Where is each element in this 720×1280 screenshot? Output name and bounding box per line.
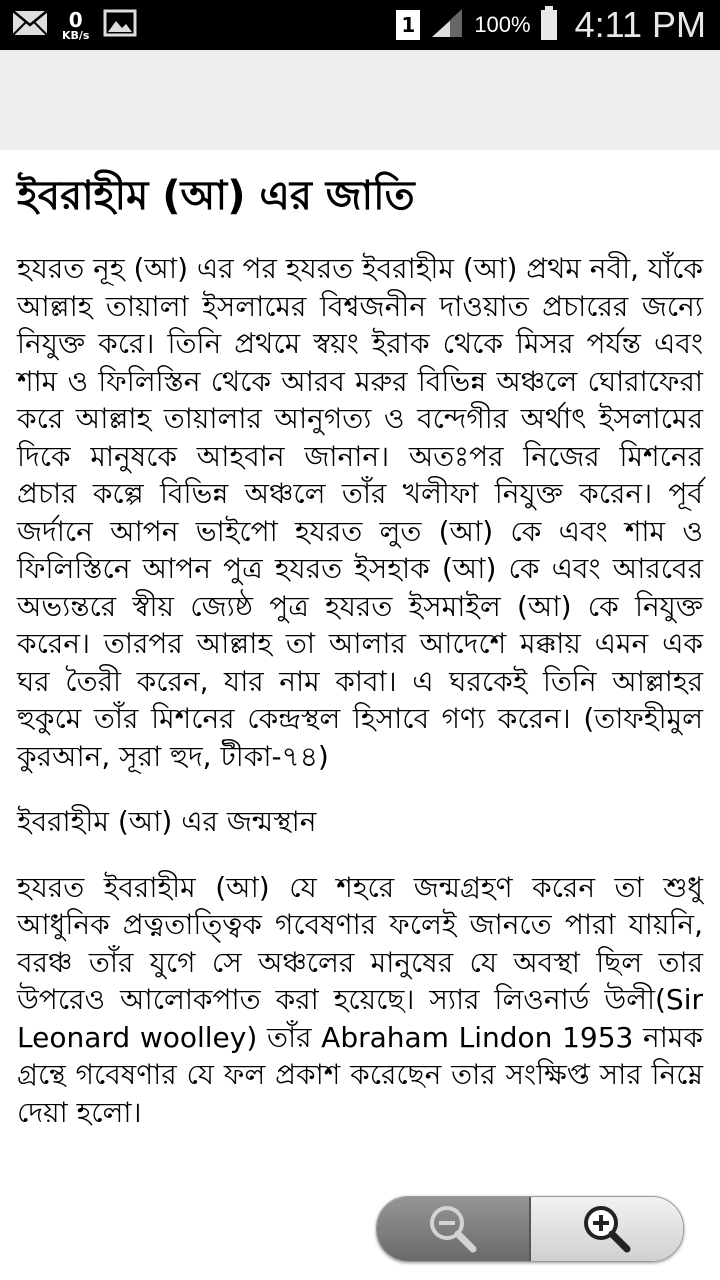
zoom-in-icon xyxy=(577,1201,637,1257)
article-content[interactable] xyxy=(0,150,720,1280)
sim-slot-indicator: 1 xyxy=(396,10,420,40)
article-paragraph: হযরত নূহ (আ) এর পর হযরত ইবরাহীম (আ) প্রথম নবী, যাঁকে আল্লাহ তায়ালা ইসলামের বিশ্বজনীন দাওয়াত প্রচারের জন্যে নিযুক্ত করে। তিনি প্রথমে স্বয়ং ইরাক থেকে মিসর পর্যন্ত এবং শাম ও ফিলিস্তিন থেকে আরব মরুর বিভিন্ন অঞ্চলে ঘোরাফেরা করে আল্লাহ তায়ালার আনুগত্য ও বন্দেগীর অর্থাৎ ইসলামের দিকে মানুষকে আহবান জানান। অতঃপর নিজের মিশনের প্রচার কল্পে বিভিন্ন অঞ্চলে তাঁর খলীফা নিযুক্ত করেন। পূর্ব জর্দানে আপন ভাইপো হযরত লুত (আ) কে এবং শাম ও ফিলিস্তিনে আপন পুত্র হযরত ইসহাক (আ) কে এবং আরবের অভ্যন্তরে স্বীয় জ্যেষ্ঠ পুত্র হযরত ইসমাইল (আ) কে নিযুক্ত করেন। তারপর আল্লাহ তা আলার আদেশে মক্কায় এমন এক ঘর তৈরী করেন, যার নাম কাবা। এ ঘরকেই তিনি আল্লাহর হুকুমে তাঁর মিশনের কেন্দ্রস্থল হিসাবে গণ্য করেন। (তাফহীমুল কুরআন, সূরা হুদ, টীকা-৭৪) xyxy=(17,252,703,773)
article-paragraph: হযরত ইবরাহীম (আ) যে শহরে জন্মগ্রহণ করেন তা শুধু আধুনিক প্রত্নতাত্ত্বিক গবেষণার ফলেই জানতে পারা যায়নি, বরঞ্চ তাঁর যুগে সে অঞ্চলের মানুষের যে অবস্থা ছিল তার উপরেও আলোকপাত করা হয়েছে। স্যার লিওনার্ড উলী(Sir Leonard woolley) তাঁর Abraham Lindon 1953 নামক গ্রন্থে গবেষণার যে ফল প্রকাশ করেছেন তার সংক্ষিপ্ত সার নিম্নে দেয়া হলো। xyxy=(17,870,703,1129)
image-icon xyxy=(103,9,137,41)
action-bar xyxy=(0,50,720,150)
battery-icon xyxy=(541,10,557,40)
mail-icon xyxy=(12,10,48,40)
article-title: ইবরাহীম (আ) এর জাতি xyxy=(17,173,415,219)
zoom-controls xyxy=(376,1196,684,1262)
network-speed-value: 0 xyxy=(68,7,83,32)
status-bar xyxy=(0,0,720,50)
zoom-out-button[interactable] xyxy=(377,1197,531,1261)
clock: 4:11 PM xyxy=(574,4,706,45)
battery-percent: 100% xyxy=(474,12,531,37)
zoom-out-icon xyxy=(423,1201,483,1257)
section-subheading: ইবরাহীম (আ) এর জন্মস্থান xyxy=(17,805,317,838)
signal-icon xyxy=(430,7,464,43)
network-speed-unit: KB/s xyxy=(62,28,90,42)
zoom-in-button[interactable] xyxy=(531,1197,683,1261)
network-speed xyxy=(62,7,90,42)
